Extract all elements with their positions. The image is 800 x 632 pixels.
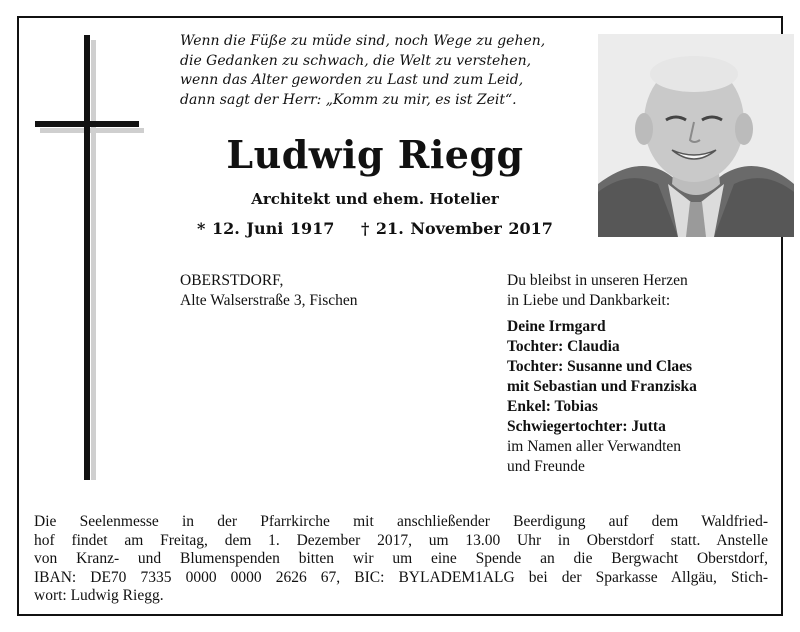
notice-line: Die Seelenmesse in der Pfarrkirche mit anschließender Beerdigung auf dem Waldfried- (34, 513, 768, 530)
mourner-name: Enkel: Tobias (507, 398, 598, 415)
cross-icon (84, 35, 90, 480)
funeral-notice (34, 513, 768, 606)
mourner-name: mit Sebastian und Franziska (507, 378, 697, 395)
mourners-intro-line: in Liebe und Dankbarkeit: (507, 292, 671, 309)
life-dates (150, 219, 600, 238)
mourners-intro-line: Du bleibst in unseren Herzen (507, 272, 688, 289)
mourner-name: Deine Irmgard (507, 318, 606, 335)
poem (180, 32, 590, 110)
poem-line: dann sagt der Herr: „Komm zu mir, es ist Zeit“. (180, 91, 517, 108)
mourner-name: Tochter: Claudia (507, 338, 620, 355)
notice-line: IBAN: DE70 7335 0000 0000 2626 67, BIC: BYLADEM1ALG bei der Sparkasse Allgäu, Stich- (34, 568, 768, 586)
poem-line: wenn das Alter geworden zu Last und zum Leid, (180, 72, 524, 88)
mourners (507, 271, 787, 477)
death-date: † 21. November 2017 (360, 219, 553, 238)
cross-shadow-bar (40, 128, 144, 133)
cross-crossbar (35, 121, 139, 127)
mourner-name: Tochter: Susanne und Claes (507, 358, 693, 375)
portrait-photo-image (598, 34, 794, 237)
address-line: OBERSTDORF, (180, 272, 284, 289)
address (180, 271, 358, 311)
notice-line: wort: Ludwig Riegg. (34, 587, 164, 604)
mourners-outro-line: und Freunde (507, 458, 585, 475)
address-line: Alte Walserstraße 3, Fischen (180, 292, 358, 309)
mourners-outro-line: im Namen aller Verwandten (507, 438, 682, 455)
profession: Architekt und ehem. Hotelier (251, 190, 499, 208)
birth-date: * 12. Juni 1917 (197, 219, 335, 238)
notice-line: von Kranz- und Blumenspenden bitten wir um eine Spende an die Bergwacht Oberstdorf, (34, 550, 768, 567)
deceased-name: Ludwig Riegg (226, 132, 524, 177)
poem-line: die Gedanken zu schwach, die Welt zu verstehen, (180, 52, 532, 69)
cross-shadow (91, 40, 96, 480)
notice-line: hof findet am Freitag, dem 1. Dezember 2017, um 13.00 Uhr in Oberstdorf statt. Anstelle (34, 531, 768, 549)
portrait-photo (598, 34, 794, 237)
poem-line: Wenn die Füße zu müde sind, noch Wege zu gehen, (180, 33, 546, 49)
mourner-name: Schwiegertochter: Jutta (507, 418, 666, 435)
